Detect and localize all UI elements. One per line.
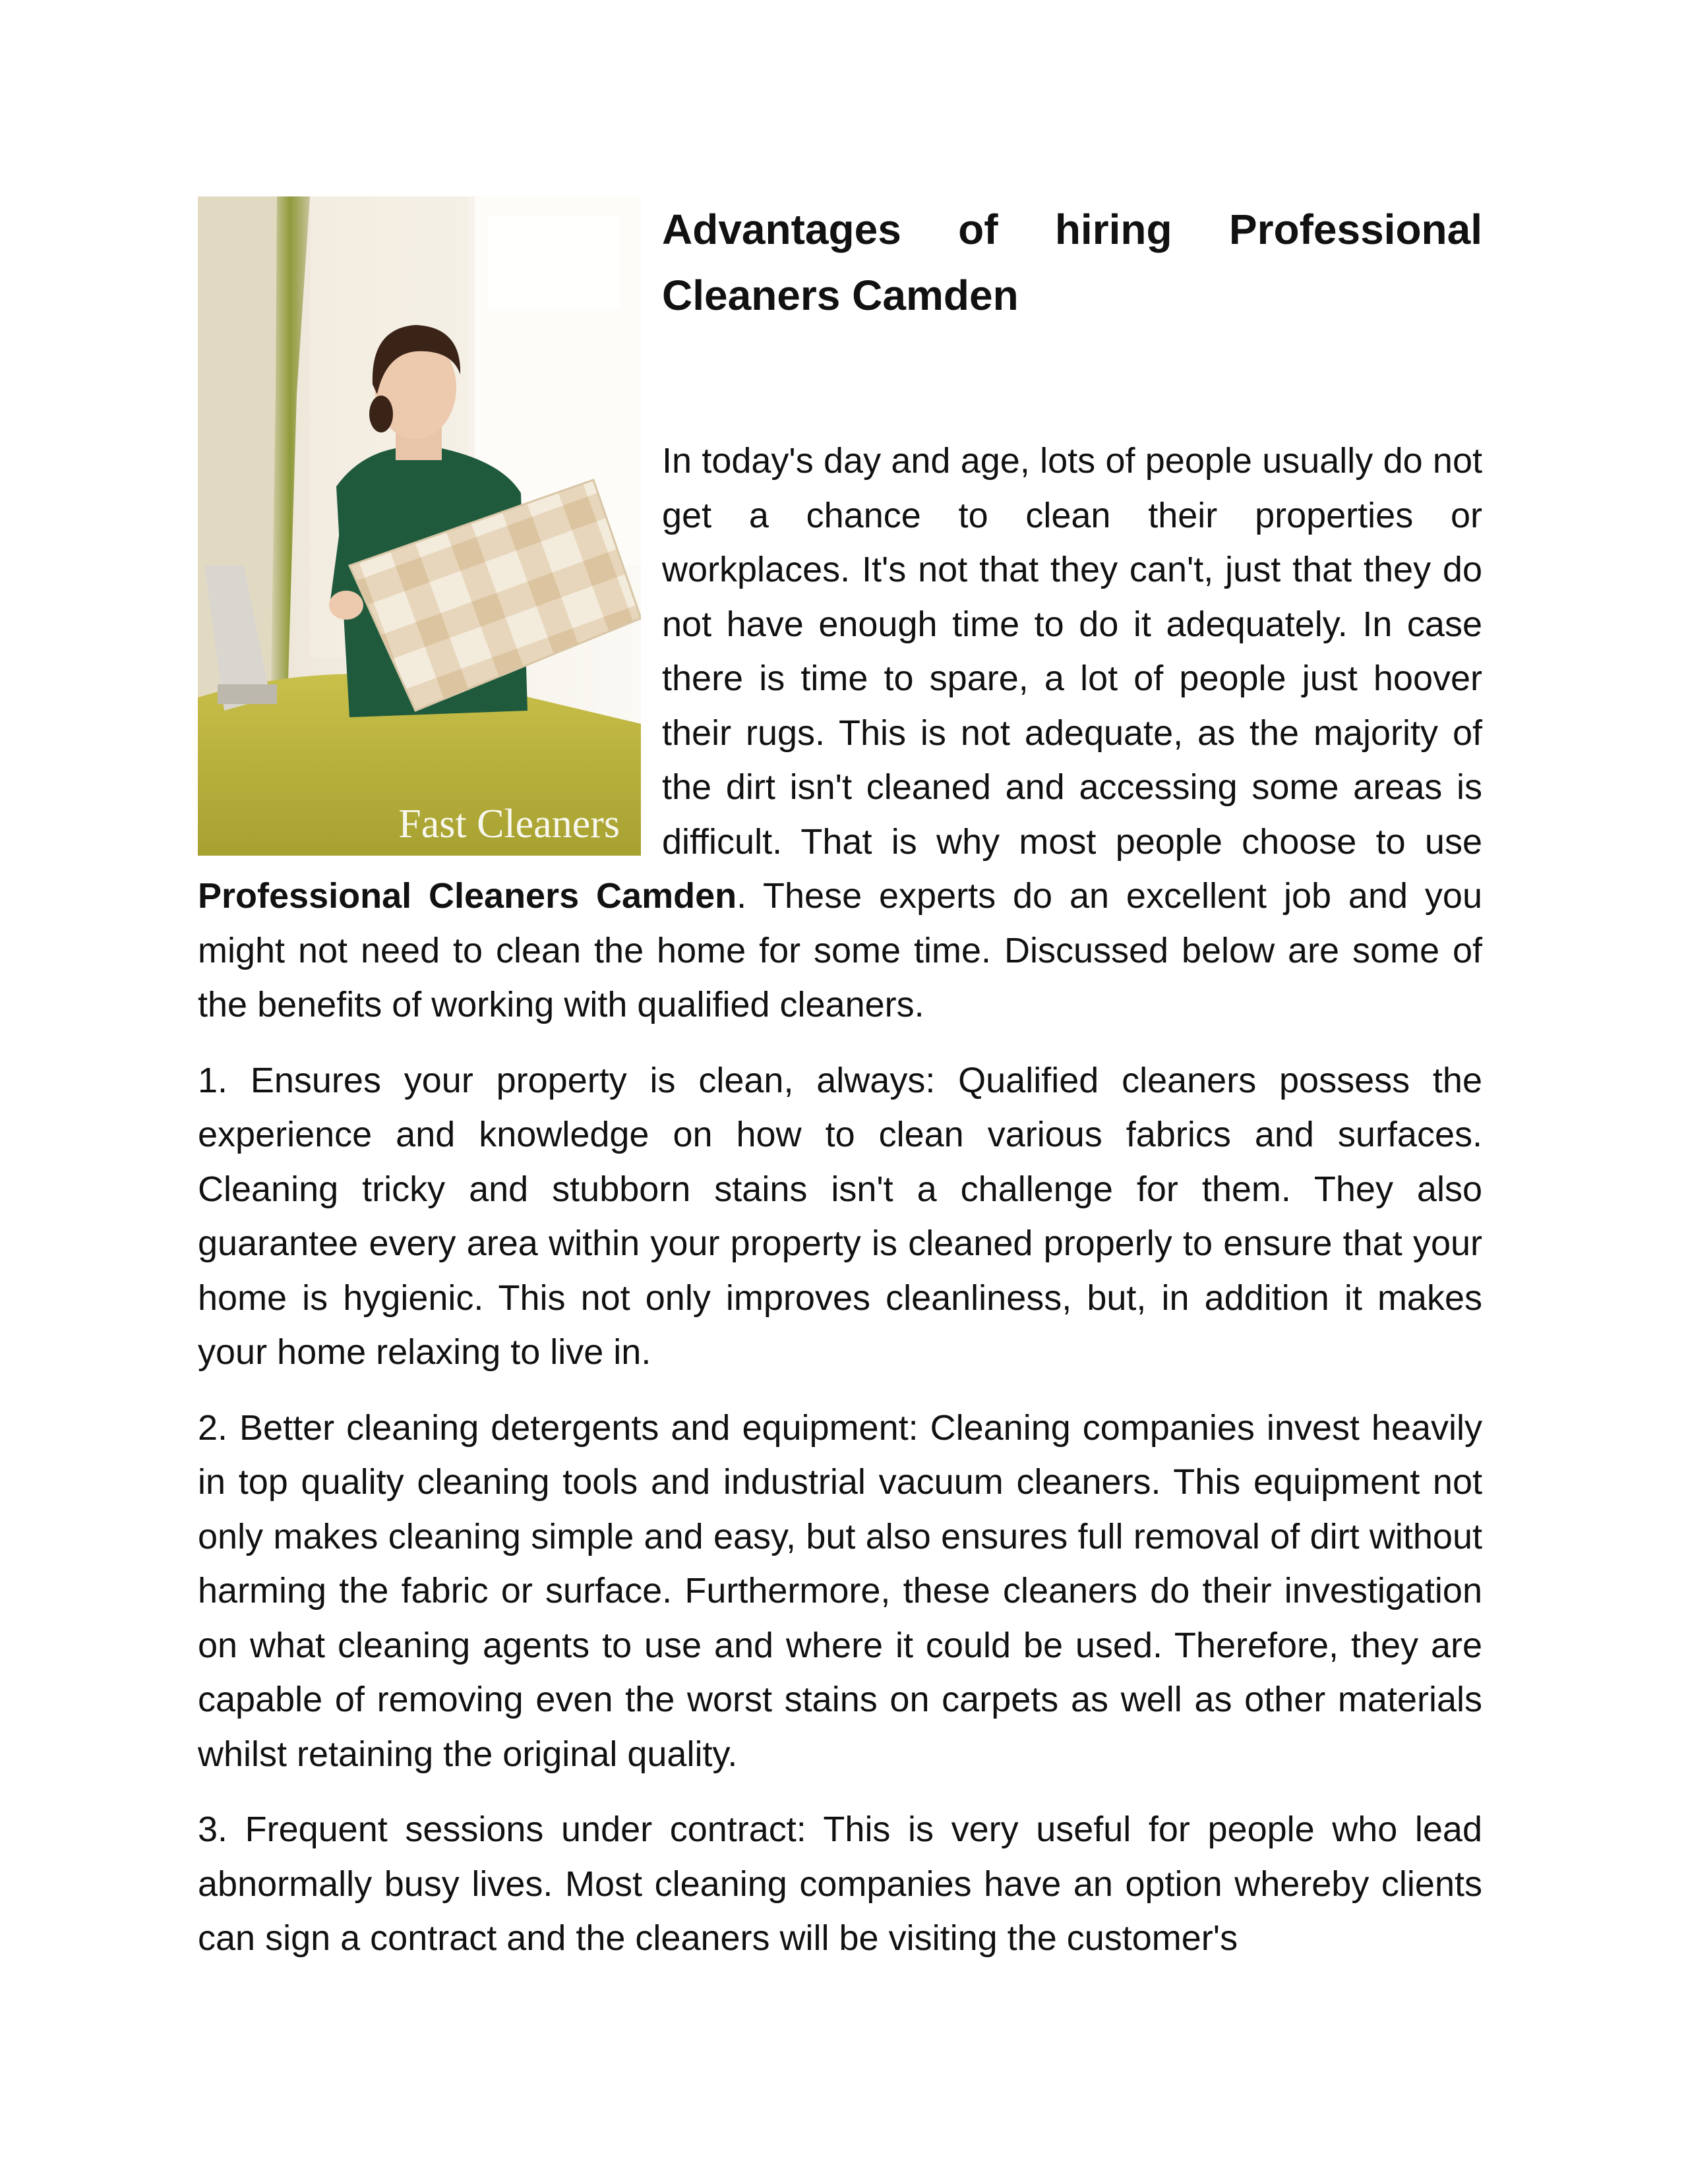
point-1-paragraph: 1. Ensures your property is clean, always: Qualified cleaners possess the experience and knowledge on how to clean various fabrics and surfaces. Cleaning tricky and stubborn stains isn't a challenge for them. They also guarantee every area within your property is cleaned properly to ensure that your home is hygienic. This not only improves cleanliness, but, in addition it makes your home relaxing to live in. (198, 1060, 1482, 1372)
page-title: Advantages of hiring Professional Cleaners Camden (662, 206, 1482, 319)
photo-caption: Fast Cleaners (398, 802, 620, 846)
cleaner-photo-image (198, 196, 641, 856)
intro-bold-phrase: Professional Cleaners Camden (198, 876, 737, 916)
intro-text-start: In today's day and age, lots of people usually do not get a chance to clean their properties or workplaces. It's not that they can't, just that they do not have enough time to do it adequately. In case there is time to spare, a lot of people just hoover their rugs. This is not adequate, as the majority of the dirt isn't cleaned and accessing some areas is difficult. That is why most people choose to use (662, 441, 1482, 862)
point-3-paragraph: 3. Frequent sessions under contract: This is very useful for people who lead abnormally busy lives. Most cleaning companies have an option whereby clients can sign a contract and the cleaners will be visiting the customer's (198, 1810, 1482, 1958)
cleaner-photo (198, 196, 641, 856)
document-content (198, 196, 1482, 1987)
intro-text-end: . These experts do an excellent job and you might not need to clean the home for some time. Discussed below are some of the benefits of working with qualified cleaners. (198, 876, 1482, 1024)
point-2-paragraph: 2. Better cleaning detergents and equipment: Cleaning companies invest heavily in top quality cleaning tools and industrial vacuum cleaners. This equipment not only makes cleaning simple and easy, but also ensures full removal of dirt without harming the fabric or surface. Furthermore, these cleaners do their investigation on what cleaning agents to use and where it could be used. Therefore, they are capable of removing even the worst stains on carpets as well as other materials whilst retaining the original quality. (198, 1407, 1482, 1774)
